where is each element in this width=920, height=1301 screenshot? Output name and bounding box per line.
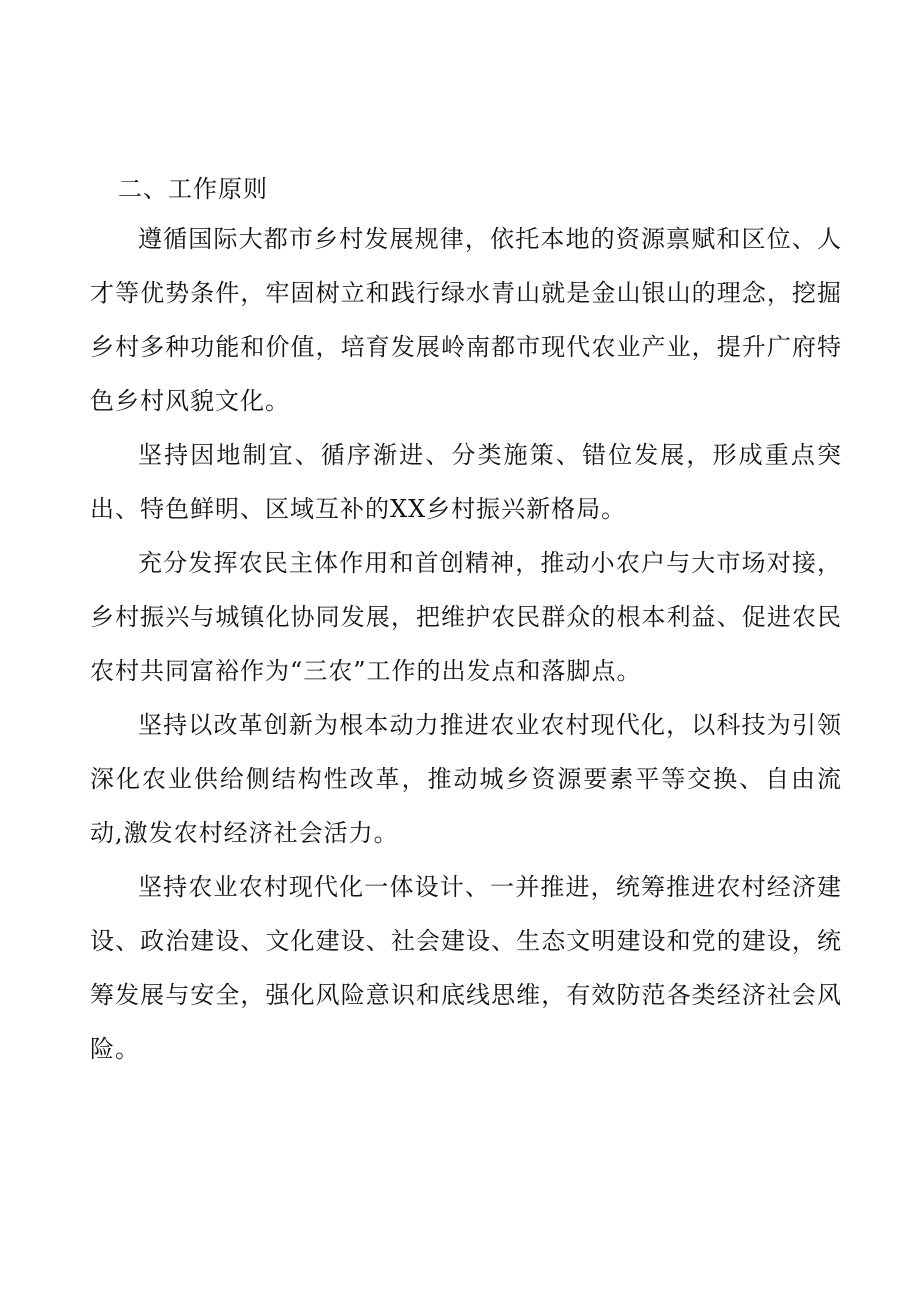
paragraph-4: 坚持以改革创新为根本动力推进农业农村现代化，以科技为引领深化农业供给侧结构性改革，推动城乡资源要素平等交换、自由流动,激发农村经济社会活力。 bbox=[90, 711, 842, 847]
paragraph-1: 遵循国际大都市乡村发展规律，依托本地的资源禀赋和区位、人才等优势条件，牢固树立和践行绿水青山就是金山银山的理念，挖掘乡村多种功能和价值，培育发展岭南都市现代农业产业，提升广府特色乡村风貌文化。 bbox=[90, 225, 842, 415]
document-body bbox=[90, 166, 842, 1076]
paragraph-3: 充分发挥农民主体作用和首创精神，推动小农户与大市场对接，乡村振兴与城镇化协同发展，把维护农民群众的根本利益、促进农民农村共同富裕作为“三农”工作的出发点和落脚点。 bbox=[90, 549, 842, 685]
paragraph-2: 坚持因地制宜、循序渐进、分类施策、错位发展，形成重点突出、特色鲜明、区域互补的XX乡村振兴新格局。 bbox=[90, 441, 842, 523]
paragraph-5: 坚持农业农村现代化一体设计、一并推进，统筹推进农村经济建设、政治建设、文化建设、社会建设、生态文明建设和党的建设，统筹发展与安全，强化风险意识和底线思维，有效防范各类经济社会风险。 bbox=[90, 873, 842, 1063]
section-heading: 二、工作原则 bbox=[118, 175, 268, 203]
